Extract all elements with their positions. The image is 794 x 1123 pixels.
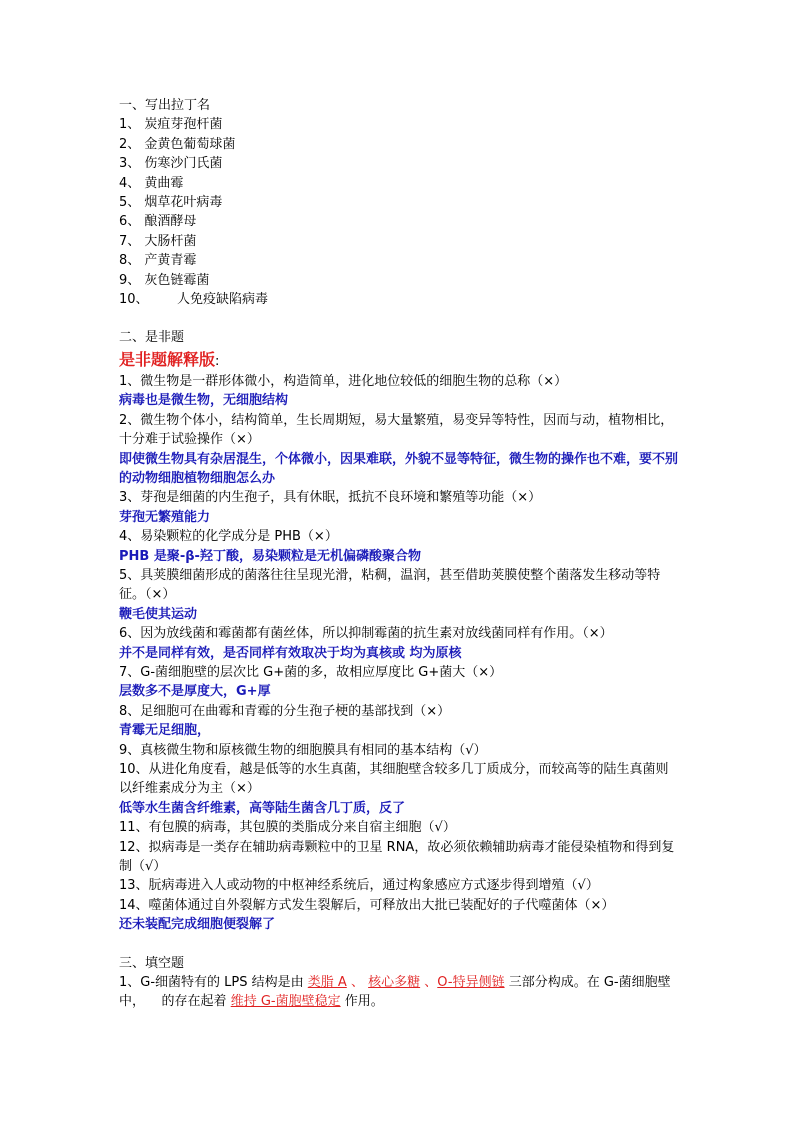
subtitle-colon: : xyxy=(215,353,220,369)
list-item: 8、 产黄青霉 xyxy=(119,253,197,269)
section-heading-latin-names: 一、写出拉丁名 xyxy=(119,98,211,113)
list-item: 5、 烟草花叶病毒 xyxy=(119,195,223,211)
section-heading-fill-in: 三、填空题 xyxy=(119,955,185,971)
question-7: 7、G-菌细胞壁的层次比 G+菌的多，故相应厚度比 G+菌大（×） xyxy=(119,664,503,680)
fill-blank-o-side-chain: O-特异侧链 xyxy=(437,975,505,991)
question-4: 4、易染颗粒的化学成分是 PHB（×） xyxy=(119,529,338,545)
list-item: 7、 大肠杆菌 xyxy=(119,233,197,249)
answer-5: 鞭毛使其运动 xyxy=(119,606,198,622)
fill-separator: 、 xyxy=(424,975,438,991)
question-9: 9、真核微生物和原核微生物的细胞膜具有相同的基本结构（√） xyxy=(119,742,487,758)
question-8: 8、足细胞可在曲霉和青霉的分生孢子梗的基部找到（×） xyxy=(119,703,451,719)
fill-separator: 、 xyxy=(350,975,364,991)
fill-text: 三部分构成。在 G-菌细胞壁中， xyxy=(119,975,671,1010)
list-item: 1、 炭疽芽孢杆菌 xyxy=(119,117,223,133)
answer-7: 层数多不是厚度大，G+厚 xyxy=(119,684,271,700)
subtitle-explained-version: 是非题解释版 xyxy=(119,349,216,369)
question-13: 13、朊病毒进入人或动物的中枢神经系统后，通过构象感应方式逐步得到增殖（√） xyxy=(119,878,599,894)
fill-text: 作用。 xyxy=(344,994,384,1010)
fill-blank-core-polysaccharide: 核心多糖 xyxy=(368,975,421,991)
answer-2: 即使微生物具有杂居混生，个体微小，因果难联，外貌不显等特征，微生物的操作也不难，要不别的动物细胞植物细胞怎么办 xyxy=(119,451,679,486)
question-12: 12、拟病毒是一类存在辅助病毒颗粒中的卫星 RNA，故必须依赖辅助病毒才能侵染植物和得到复制（√） xyxy=(119,839,675,875)
answer-14: 还未装配完成细胞便裂解了 xyxy=(119,917,276,933)
question-10: 10、从进化角度看，越是低等的水生真菌，其细胞壁含较多几丁质成分，而较高等的陆生真菌则以纤维素成分为主（×） xyxy=(119,762,669,797)
question-2: 2、微生物个体小，结构简单，生长周期短，易大量繁殖，易变异等特性，因而与动，植物相比，十分难于试验操作（×） xyxy=(119,412,674,448)
fill-text: 的存在起着 xyxy=(161,994,227,1010)
answer-6: 并不是同样有效，是否同样有效取决于均为真核或 均为原核 xyxy=(119,645,462,661)
question-11: 11、有包膜的病毒，其包膜的类脂成分来自宿主细胞（√） xyxy=(119,820,456,836)
answer-4: PHB 是聚-β-羟丁酸，易染颗粒是无机偏磷酸聚合物 xyxy=(119,548,421,564)
list-item xyxy=(119,290,679,309)
list-item: 2、 金黄色葡萄球菌 xyxy=(119,136,236,152)
list-item-number: 10、 xyxy=(119,292,149,308)
answer-3: 芽孢无繁殖能力 xyxy=(119,509,211,525)
answer-10: 低等水生菌含纤维素，高等陆生菌含几丁质，反了 xyxy=(119,800,406,816)
list-item-text: 人免疫缺陷病毒 xyxy=(177,292,269,308)
list-item: 6、 酿酒酵母 xyxy=(119,214,197,230)
question-5: 5、具荚膜细菌形成的菌落往往呈现光滑，粘稠，温润，甚至借助荚膜使整个菌落发生移动等特征。（×） xyxy=(119,567,661,603)
fill-text: 1、G-细菌特有的 LPS 结构是由 xyxy=(119,975,304,991)
question-6: 6、因为放线菌和霉菌都有菌丝体，所以抑制霉菌的抗生素对放线菌同样有作用。（×） xyxy=(119,626,613,642)
document-page xyxy=(119,96,679,1012)
fill-question-1 xyxy=(119,973,679,1012)
fill-blank-lipid-a: 类脂 A xyxy=(307,975,347,991)
question-14: 14、噬菌体通过自外裂解方式发生裂解后，可释放出大批已装配好的子代噬菌体（×） xyxy=(119,897,615,913)
fill-blank-wall-stability: 维持 G-菌胞壁稳定 xyxy=(230,994,341,1010)
answer-1: 病毒也是微生物，无细胞结构 xyxy=(119,393,289,409)
question-3: 3、芽孢是细菌的内生孢子，具有休眠，抵抗不良环境和繁殖等功能（×） xyxy=(119,490,542,506)
list-item: 4、 黄曲霉 xyxy=(119,175,184,191)
question-1: 1、微生物是一群形体微小，构造简单，进化地位较低的细胞生物的总称（×） xyxy=(119,373,568,389)
answer-8: 青霉无足细胞， xyxy=(119,723,211,739)
section-subtitle xyxy=(119,348,679,372)
section-heading-true-false: 二、是非题 xyxy=(119,330,185,346)
list-item: 3、 伤寒沙门氏菌 xyxy=(119,156,223,172)
list-item: 9、 灰色链霉菌 xyxy=(119,272,210,288)
